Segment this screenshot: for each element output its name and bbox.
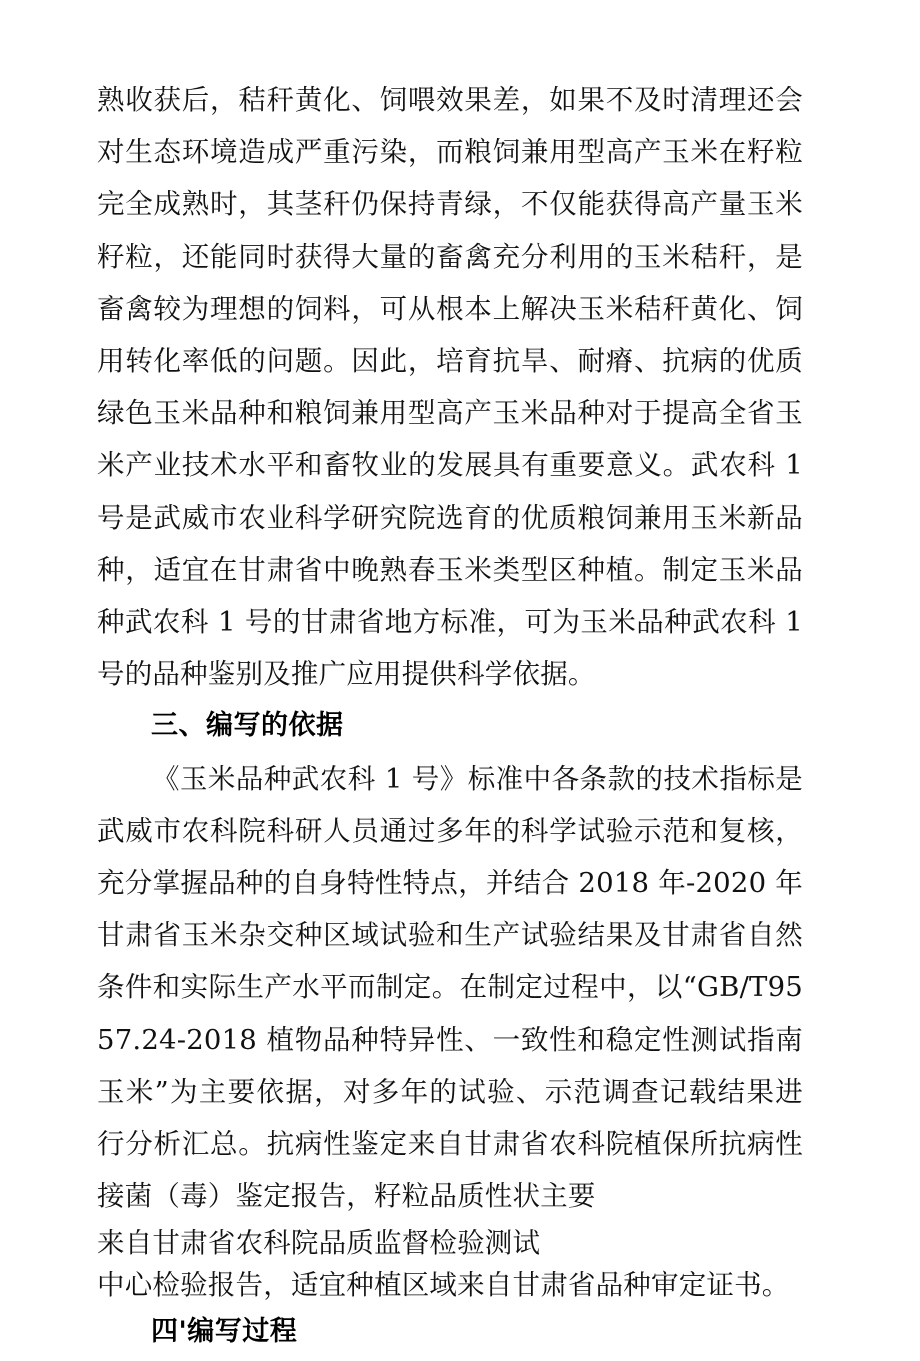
body-paragraph-quality-line-1: 来自甘肃省农科院品质监督检验测试 [97,1227,541,1260]
text-column [97,74,803,1359]
body-paragraph-basis: 《玉米品种武农科 1 号》标准中各条款的技术指标是武威市农科院科研人员通过多年的科学试验示范和复核，充分掌握品种的自身特性特点，并结合 2018 年-2020 年甘肃省玉米杂交种区域试验和生产试验结果及甘肃省自然条件和实际生产水平而制定。在制定过程中，以“GB/T9557.24-2018 植物品种特异性、一致性和稳定性测试指南玉米”为主要依据，对多年的试验、示范调查记载结果进行分析汇总。抗病性鉴定来自甘肃省农科院植保所抗病性接菌（毒）鉴定报告，籽粒品质性状主要 [97,762,803,1213]
section-heading-three: 三、编写的依据 [151,710,344,742]
body-paragraph-continuation: 熟收获后，秸秆黄化、饲喂效果差，如果不及时清理还会对生态环境造成严重污染，而粮饲兼用型高产玉米在籽粒完全成熟时，其茎秆仍保持青绿，不仅能获得高产量玉米籽粒，还能同时获得大量的畜禽充分利用的玉米秸秆，是畜禽较为理想的饲料，可从根本上解决玉米秸秆黄化、饲用转化率低的问题。因此，培育抗旱、耐瘠、抗病的优质绿色玉米品种和粮饲兼用型高产玉米品种对于提高全省玉米产业技术水平和畜牧业的发展具有重要意义。武农科 1 号是武威市农业科学研究院选育的优质粮饲兼用玉米新品种，适宜在甘肃省中晚熟春玉米类型区种植。制定玉米品种武农科 1 号的甘肃省地方标准，可为玉米品种武农科 1 号的品种鉴别及推广应用提供科学依据。 [97,84,803,691]
body-paragraph-quality-line-2: 中心检验报告，适宜种植区域来自甘肃省品种审定证书。 [97,1269,790,1302]
section-heading-four: 四'编写过程 [151,1316,298,1348]
